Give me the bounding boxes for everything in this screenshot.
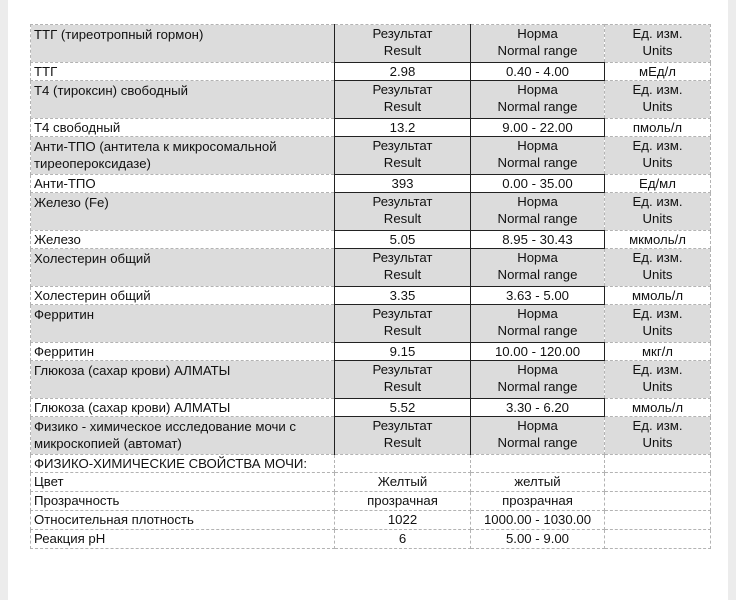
normal-range-column-header-text: Норма xyxy=(517,82,558,97)
test-unit-text: ммоль/л xyxy=(631,400,684,415)
units-column-header-text: Units xyxy=(642,43,673,58)
normal-range-column-header-text: Норма xyxy=(517,362,558,377)
test-unit xyxy=(605,492,711,511)
result-column-header-text: Результат xyxy=(372,250,433,265)
units-column-header-text: Ед. изм. xyxy=(632,138,683,153)
test-normal-range-text: 10.00 - 120.00 xyxy=(494,344,581,359)
test-result-text: 3.35 xyxy=(389,288,416,303)
units-column-header-text: Ед. изм. xyxy=(632,250,683,265)
units-column-header-text: Ед. изм. xyxy=(632,418,683,433)
test-normal-range-text: 0.00 - 35.00 xyxy=(502,176,573,191)
test-unit xyxy=(605,473,711,492)
units-column-header xyxy=(605,361,711,399)
test-result xyxy=(335,287,471,305)
test-normal-range-text: 8.95 - 30.43 xyxy=(502,232,573,247)
result-column-header-text: Результат xyxy=(372,306,433,321)
result-column-header-text: Result xyxy=(383,43,422,58)
test-group-title-text: микроскопией (автомат) xyxy=(34,436,182,451)
test-name-text: Анти-ТПО xyxy=(34,176,96,191)
test-name-text: Ферритин xyxy=(34,344,95,359)
test-result xyxy=(335,511,471,530)
test-result-text: 5.52 xyxy=(389,400,416,415)
test-group-title xyxy=(31,361,335,399)
test-group-title-text: Холестерин общий xyxy=(34,251,151,266)
normal-range-column-header xyxy=(471,137,605,175)
test-name-text: Железо xyxy=(34,232,81,247)
result-column-header-text: Result xyxy=(383,211,422,226)
units-column-header-text: Ед. изм. xyxy=(632,194,683,209)
test-normal-range xyxy=(471,287,605,305)
normal-range-column-header-text: Normal range xyxy=(497,43,578,58)
normal-range-column-header xyxy=(471,417,605,455)
units-column-header xyxy=(605,81,711,119)
test-name-text: Т4 свободный xyxy=(34,120,121,135)
test-group-title-text: Глюкоза (сахар крови) АЛМАТЫ xyxy=(34,363,231,378)
test-name xyxy=(31,530,335,549)
test-normal-range xyxy=(471,175,605,193)
test-name-text: Прозрачность xyxy=(34,493,120,508)
section-header-row xyxy=(31,25,711,63)
section-header-row xyxy=(31,249,711,287)
test-result-text: 393 xyxy=(391,176,414,191)
test-result xyxy=(335,399,471,417)
units-column-header-text: Units xyxy=(642,267,673,282)
result-row xyxy=(31,231,711,249)
test-normal-range-text: 1000.00 - 1030.00 xyxy=(483,512,592,527)
test-name xyxy=(31,473,335,492)
normal-range-column-header xyxy=(471,305,605,343)
test-normal-range xyxy=(471,473,605,492)
test-unit xyxy=(605,511,711,530)
normal-range-column-header-text: Normal range xyxy=(497,211,578,226)
test-unit xyxy=(605,63,711,81)
test-name xyxy=(31,511,335,530)
normal-range-column-header-text: Normal range xyxy=(497,99,578,114)
test-group-title xyxy=(31,305,335,343)
test-name-text: Реакция pH xyxy=(34,531,106,546)
result-row xyxy=(31,511,711,530)
result-row xyxy=(31,287,711,305)
normal-range-column-header-text: Норма xyxy=(517,26,558,41)
test-normal-range xyxy=(471,63,605,81)
result-row xyxy=(31,63,711,81)
section-header-row xyxy=(31,193,711,231)
test-group-title xyxy=(31,25,335,63)
test-name xyxy=(31,175,335,193)
test-group-title-text: Ферритин xyxy=(34,307,95,322)
result-row xyxy=(31,343,711,361)
test-normal-range xyxy=(471,492,605,511)
test-normal-range xyxy=(471,511,605,530)
units-column-header xyxy=(605,137,711,175)
result-row xyxy=(31,399,711,417)
units-column-header-text: Units xyxy=(642,99,673,114)
result-column-header xyxy=(335,81,471,119)
result-column-header-text: Результат xyxy=(372,138,433,153)
normal-range-column-header-text: Норма xyxy=(517,194,558,209)
test-group-title xyxy=(31,81,335,119)
test-name xyxy=(31,399,335,417)
test-normal-range xyxy=(471,530,605,549)
test-normal-range-text: 0.40 - 4.00 xyxy=(505,64,570,79)
units-column-header-text: Units xyxy=(642,435,673,450)
test-result xyxy=(335,343,471,361)
test-result-text: 13.2 xyxy=(389,120,416,135)
test-unit xyxy=(605,119,711,137)
empty-cell xyxy=(335,455,471,473)
result-column-header-text: Result xyxy=(383,267,422,282)
result-column-header-text: Результат xyxy=(372,194,433,209)
result-column-header-text: Результат xyxy=(372,418,433,433)
test-result xyxy=(335,175,471,193)
normal-range-column-header xyxy=(471,249,605,287)
test-result-text: 6 xyxy=(398,531,407,546)
normal-range-column-header-text: Норма xyxy=(517,250,558,265)
test-result xyxy=(335,473,471,492)
test-name xyxy=(31,119,335,137)
lab-report-page xyxy=(8,0,728,600)
test-unit xyxy=(605,175,711,193)
empty-cell xyxy=(605,455,711,473)
test-group-title-text: Анти-ТПО (антитела к микросомальной xyxy=(34,139,277,154)
test-normal-range xyxy=(471,343,605,361)
units-column-header xyxy=(605,417,711,455)
section-header-row xyxy=(31,361,711,399)
result-column-header-text: Result xyxy=(383,435,422,450)
test-unit-text: Ед/мл xyxy=(639,176,676,191)
lab-results-table xyxy=(30,24,711,549)
test-normal-range-text: желтый xyxy=(514,474,561,489)
result-column-header xyxy=(335,25,471,63)
normal-range-column-header-text: Норма xyxy=(517,306,558,321)
units-column-header-text: Units xyxy=(642,379,673,394)
result-column-header-text: Result xyxy=(383,155,422,170)
result-column-header xyxy=(335,417,471,455)
test-result-text: прозрачная xyxy=(367,493,438,508)
normal-range-column-header xyxy=(471,81,605,119)
result-row xyxy=(31,492,711,511)
result-column-header-text: Result xyxy=(383,323,422,338)
section-header-row xyxy=(31,137,711,175)
normal-range-column-header-text: Норма xyxy=(517,138,558,153)
result-column-header xyxy=(335,361,471,399)
normal-range-column-header-text: Normal range xyxy=(497,267,578,282)
units-column-header xyxy=(605,249,711,287)
normal-range-column-header xyxy=(471,193,605,231)
test-group-title-text: Физико - химическое исследование мочи с xyxy=(34,419,296,434)
test-name xyxy=(31,343,335,361)
test-result-text: 2.98 xyxy=(389,64,416,79)
test-unit-text: мкмоль/л xyxy=(629,232,686,247)
units-column-header-text: Ед. изм. xyxy=(632,26,683,41)
empty-cell xyxy=(471,455,605,473)
test-unit-text: пмоль/л xyxy=(632,120,683,135)
test-name xyxy=(31,231,335,249)
test-result-text: 1022 xyxy=(387,512,418,527)
units-column-header-text: Ед. изм. xyxy=(632,362,683,377)
units-column-header-text: Units xyxy=(642,323,673,338)
urine-subtitle-text: ФИЗИКО-ХИМИЧЕСКИЕ СВОЙСТВА МОЧИ: xyxy=(34,456,308,471)
test-normal-range xyxy=(471,231,605,249)
test-result xyxy=(335,119,471,137)
urine-subtitle-row xyxy=(31,455,711,473)
section-header-row xyxy=(31,305,711,343)
test-group-title-text: ТТГ (тиреотропный гормон) xyxy=(34,27,204,42)
normal-range-column-header-text: Норма xyxy=(517,418,558,433)
test-unit-text: мЕд/л xyxy=(639,64,676,79)
test-result xyxy=(335,492,471,511)
test-result-text: 9.15 xyxy=(389,344,416,359)
test-unit xyxy=(605,343,711,361)
test-normal-range-text: 9.00 - 22.00 xyxy=(502,120,573,135)
urine-subtitle xyxy=(31,455,335,473)
test-unit xyxy=(605,231,711,249)
normal-range-column-header-text: Normal range xyxy=(497,323,578,338)
test-group-title-text: Железо (Fe) xyxy=(34,195,109,210)
result-column-header-text: Result xyxy=(383,99,422,114)
test-normal-range-text: 3.30 - 6.20 xyxy=(505,400,570,415)
test-result xyxy=(335,231,471,249)
test-group-title-text: Т4 (тироксин) свободный xyxy=(34,83,188,98)
test-normal-range xyxy=(471,399,605,417)
result-row xyxy=(31,119,711,137)
result-column-header-text: Результат xyxy=(372,82,433,97)
test-unit-text: мкг/л xyxy=(641,344,673,359)
result-row xyxy=(31,473,711,492)
test-name-text: ТТГ xyxy=(34,64,58,79)
test-group-title xyxy=(31,137,335,175)
units-column-header xyxy=(605,193,711,231)
normal-range-column-header xyxy=(471,25,605,63)
normal-range-column-header-text: Normal range xyxy=(497,435,578,450)
normal-range-column-header xyxy=(471,361,605,399)
units-column-header-text: Ед. изм. xyxy=(632,82,683,97)
result-column-header xyxy=(335,193,471,231)
test-name xyxy=(31,63,335,81)
test-name xyxy=(31,492,335,511)
test-name-text: Относительная плотность xyxy=(34,512,194,527)
result-column-header-text: Результат xyxy=(372,26,433,41)
result-column-header xyxy=(335,137,471,175)
units-column-header-text: Ед. изм. xyxy=(632,306,683,321)
test-name-text: Цвет xyxy=(34,474,64,489)
test-result xyxy=(335,63,471,81)
units-column-header xyxy=(605,305,711,343)
test-group-title xyxy=(31,249,335,287)
test-unit xyxy=(605,530,711,549)
result-row xyxy=(31,530,711,549)
test-name xyxy=(31,287,335,305)
test-group-title xyxy=(31,193,335,231)
urine-section-header-row xyxy=(31,417,711,455)
section-header-row xyxy=(31,81,711,119)
test-name-text: Холестерин общий xyxy=(34,288,151,303)
normal-range-column-header-text: Normal range xyxy=(497,155,578,170)
units-column-header xyxy=(605,25,711,63)
test-result-text: 5.05 xyxy=(389,232,416,247)
test-name-text: Глюкоза (сахар крови) АЛМАТЫ xyxy=(34,400,231,415)
test-unit-text: ммоль/л xyxy=(631,288,684,303)
result-row xyxy=(31,175,711,193)
test-result-text: Желтый xyxy=(377,474,428,489)
units-column-header-text: Units xyxy=(642,211,673,226)
units-column-header-text: Units xyxy=(642,155,673,170)
test-normal-range-text: 5.00 - 9.00 xyxy=(505,531,570,546)
test-result xyxy=(335,530,471,549)
test-unit xyxy=(605,399,711,417)
test-unit xyxy=(605,287,711,305)
test-normal-range-text: 3.63 - 5.00 xyxy=(505,288,570,303)
result-column-header xyxy=(335,305,471,343)
result-column-header-text: Результат xyxy=(372,362,433,377)
result-column-header-text: Result xyxy=(383,379,422,394)
test-group-title-text: тиреопероксидазе) xyxy=(34,156,151,171)
test-group-title xyxy=(31,417,335,455)
result-column-header xyxy=(335,249,471,287)
normal-range-column-header-text: Normal range xyxy=(497,379,578,394)
test-normal-range xyxy=(471,119,605,137)
test-normal-range-text: прозрачная xyxy=(502,493,573,508)
